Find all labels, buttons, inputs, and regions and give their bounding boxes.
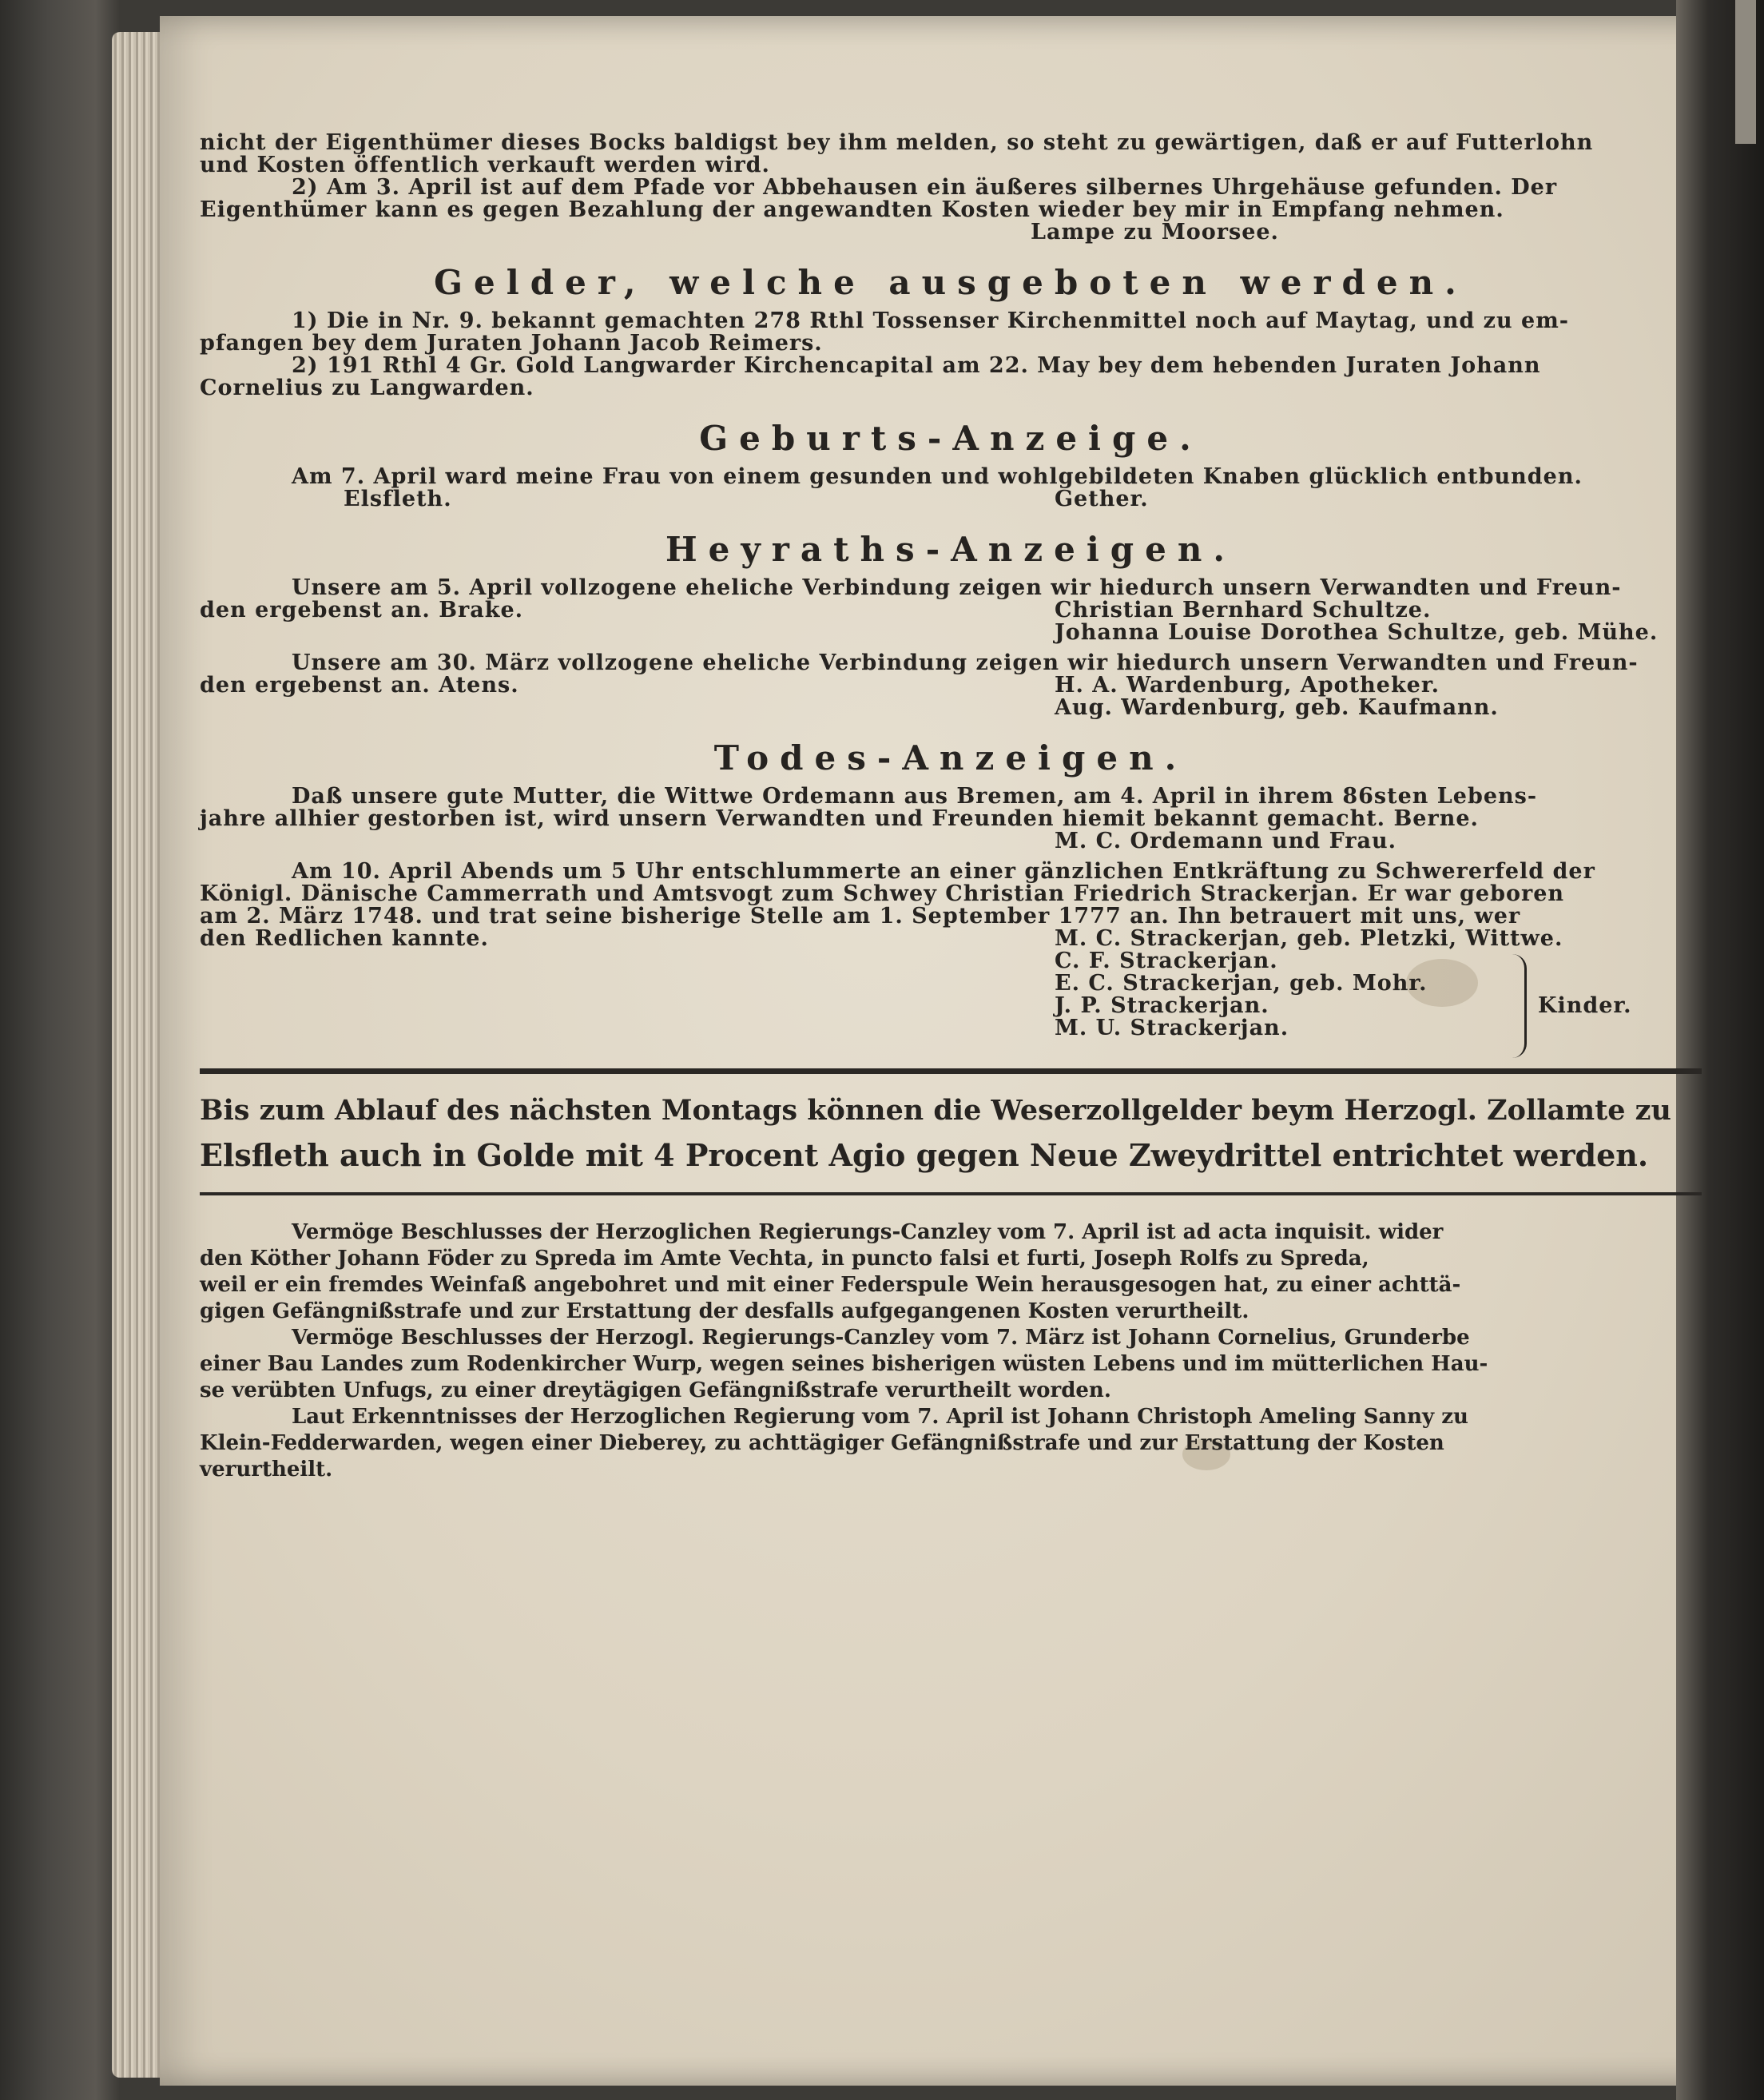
divider xyxy=(200,1192,1702,1195)
child-name: E. C. Strackerjan, geb. Mohr. xyxy=(1055,971,1428,996)
text-line: Vermöge Beschlusses der Herzoglichen Regierungs-Canzley vom 7. April ist ad acta inquisit. wider xyxy=(292,1220,1444,1244)
page-text xyxy=(200,132,1702,1483)
text-line: Am 10. April Abends um 5 Uhr entschlummerte an einer gänzlichen Entkräftung zu Schwererfeld der xyxy=(292,859,1595,884)
text-line: gigen Gefängnißstrafe und zur Erstattung der desfalls aufgegangenen Kosten verurtheilt. xyxy=(200,1299,1250,1323)
text-line: den ergebenst an. Atens. xyxy=(200,673,519,698)
signature: Gether. xyxy=(1055,487,1149,511)
text-line: Laut Erkenntnisses der Herzoglichen Regierung vom 7. April ist Johann Christoph Ameling Sanny zu xyxy=(292,1405,1468,1429)
text-line: verurtheilt. xyxy=(200,1458,333,1482)
divider xyxy=(200,1068,1702,1074)
notice-section xyxy=(200,1088,1702,1178)
text-line: den ergebenst an. Brake. xyxy=(200,598,524,622)
text-line: Vermöge Beschlusses der Herzogl. Regierungs-Canzley vom 7. März ist Johann Cornelius, Grunderbe xyxy=(292,1326,1470,1350)
text-line: Klein-Fedderwarden, wegen einer Dieberey, zu achttägiger Gefängnißstrafe und zur Erstattung der Kosten xyxy=(200,1431,1444,1455)
text-line: Am 7. April ward meine Frau von einem gesunden und wohlgebildeten Knaben glücklich entbunden. xyxy=(292,464,1583,489)
text-line: Daß unsere gute Mutter, die Wittwe Ordemann aus Bremen, am 4. April in ihrem 86sten Lebens- xyxy=(292,784,1538,809)
section-heading: Heyraths-Anzeigen. xyxy=(665,530,1237,569)
signature: Johanna Louise Dorothea Schultze, geb. Mühe. xyxy=(1055,620,1659,645)
binding-strip xyxy=(1735,0,1756,144)
text-line: 2) Am 3. April ist auf dem Pfade vor Abbehausen ein äußeres silbernes Uhrgehäuse gefunden. Der xyxy=(292,175,1558,200)
text-line: weil er ein fremdes Weinfaß angebohret und mit einer Federspule Wein herausgesogen hat, zu einer achttä- xyxy=(200,1273,1461,1297)
notice-line: Elsfleth auch in Golde mit 4 Procent Agio gegen Neue Zweydrittel entrichtet werden. xyxy=(200,1137,1649,1173)
text-line: jahre allhier gestorben ist, wird unsern Verwandten und Freunden hiemit bekannt gemacht. Berne. xyxy=(200,806,1479,831)
text-line: se verübten Unfugs, zu einer dreytägigen Gefängnißstrafe verurtheilt worden. xyxy=(200,1378,1111,1402)
children-block xyxy=(200,950,1702,1040)
text-line: Cornelius zu Langwarden. xyxy=(200,376,534,400)
text-line: Unsere am 30. März vollzogene eheliche Verbindung zeigen wir hiedurch unsern Verwandten und Freun- xyxy=(292,650,1639,675)
text-line: Eigenthümer kann es gegen Bezahlung der angewandten Kosten wieder bey mir in Empfang nehmen. xyxy=(200,197,1504,222)
text-line: Unsere am 5. April vollzogene eheliche Verbindung zeigen wir hiedurch unsern Verwandten und Freun- xyxy=(292,575,1622,600)
text-line: den Köther Johann Föder zu Spreda im Amte Vechta, in puncto falsi et furti, Joseph Rolfs zu Spreda, xyxy=(200,1247,1369,1271)
children-label: Kinder. xyxy=(1538,993,1632,1018)
signature: M. C. Strackerjan, geb. Pletzki, Wittwe. xyxy=(1055,926,1563,951)
gelder-section xyxy=(200,263,1702,400)
text-line: und Kosten öffentlich verkauft werden wird. xyxy=(200,153,770,177)
section-heading: Gelder, welche ausgeboten werden. xyxy=(434,263,1468,302)
signature: Christian Bernhard Schultze. xyxy=(1055,598,1432,622)
text-line: einer Bau Landes zum Rodenkircher Wurp, wegen seines bisherigen wüsten Lebens und im mütterlichen Hau- xyxy=(200,1352,1488,1376)
heirath-section xyxy=(200,530,1702,719)
geburt-section xyxy=(200,419,1702,511)
signature: Aug. Wardenburg, geb. Kaufmann. xyxy=(1055,695,1499,720)
text-line: 1) Die in Nr. 9. bekannt gemachten 278 Rthl Tossenser Kirchenmittel noch auf Maytag, und zu em- xyxy=(292,308,1569,333)
text-line: den Redlichen kannte. xyxy=(200,926,489,951)
brace-group xyxy=(1510,950,1632,1062)
signature: Lampe zu Moorsee. xyxy=(1031,220,1279,245)
text-line: Königl. Dänische Cammerrath und Amtsvogt zum Schwey Christian Friedrich Strackerjan. Er war geboren xyxy=(200,881,1565,906)
child-name: J. P. Strackerjan. xyxy=(1055,993,1269,1018)
signature: H. A. Wardenburg, Apotheker. xyxy=(1055,673,1440,698)
child-name: C. F. Strackerjan. xyxy=(1055,949,1278,973)
text-line: nicht der Eigenthümer dieses Bocks baldigst bey ihm melden, so steht zu gewärtigen, daß er auf Futterlohn xyxy=(200,130,1594,155)
child-name: M. U. Strackerjan. xyxy=(1055,1016,1289,1040)
urteile-section xyxy=(200,1219,1702,1483)
section-heading: Geburts-Anzeige. xyxy=(699,419,1202,458)
text-line: am 2. März 1748. und trat seine bisherige Stelle am 1. September 1777 an. Ihn betrauert mit uns, wer xyxy=(200,904,1521,929)
intro-section xyxy=(200,132,1702,244)
text-line: pfangen bey dem Juraten Johann Jacob Reimers. xyxy=(200,331,823,356)
place-name: Elsfleth. xyxy=(344,487,452,511)
text-line: 2) 191 Rthl 4 Gr. Gold Langwarder Kirchencapital am 22. May bey dem hebenden Juraten Johann xyxy=(292,353,1541,378)
signature: M. C. Ordemann und Frau. xyxy=(1055,829,1397,853)
tode-section xyxy=(200,738,1702,1040)
section-heading: Todes-Anzeigen. xyxy=(713,738,1188,778)
brace-icon xyxy=(1510,954,1527,1058)
notice-line: Bis zum Ablauf des nächsten Montags können die Weserzollgelder beym Herzogl. Zollamte zu xyxy=(200,1094,1671,1127)
